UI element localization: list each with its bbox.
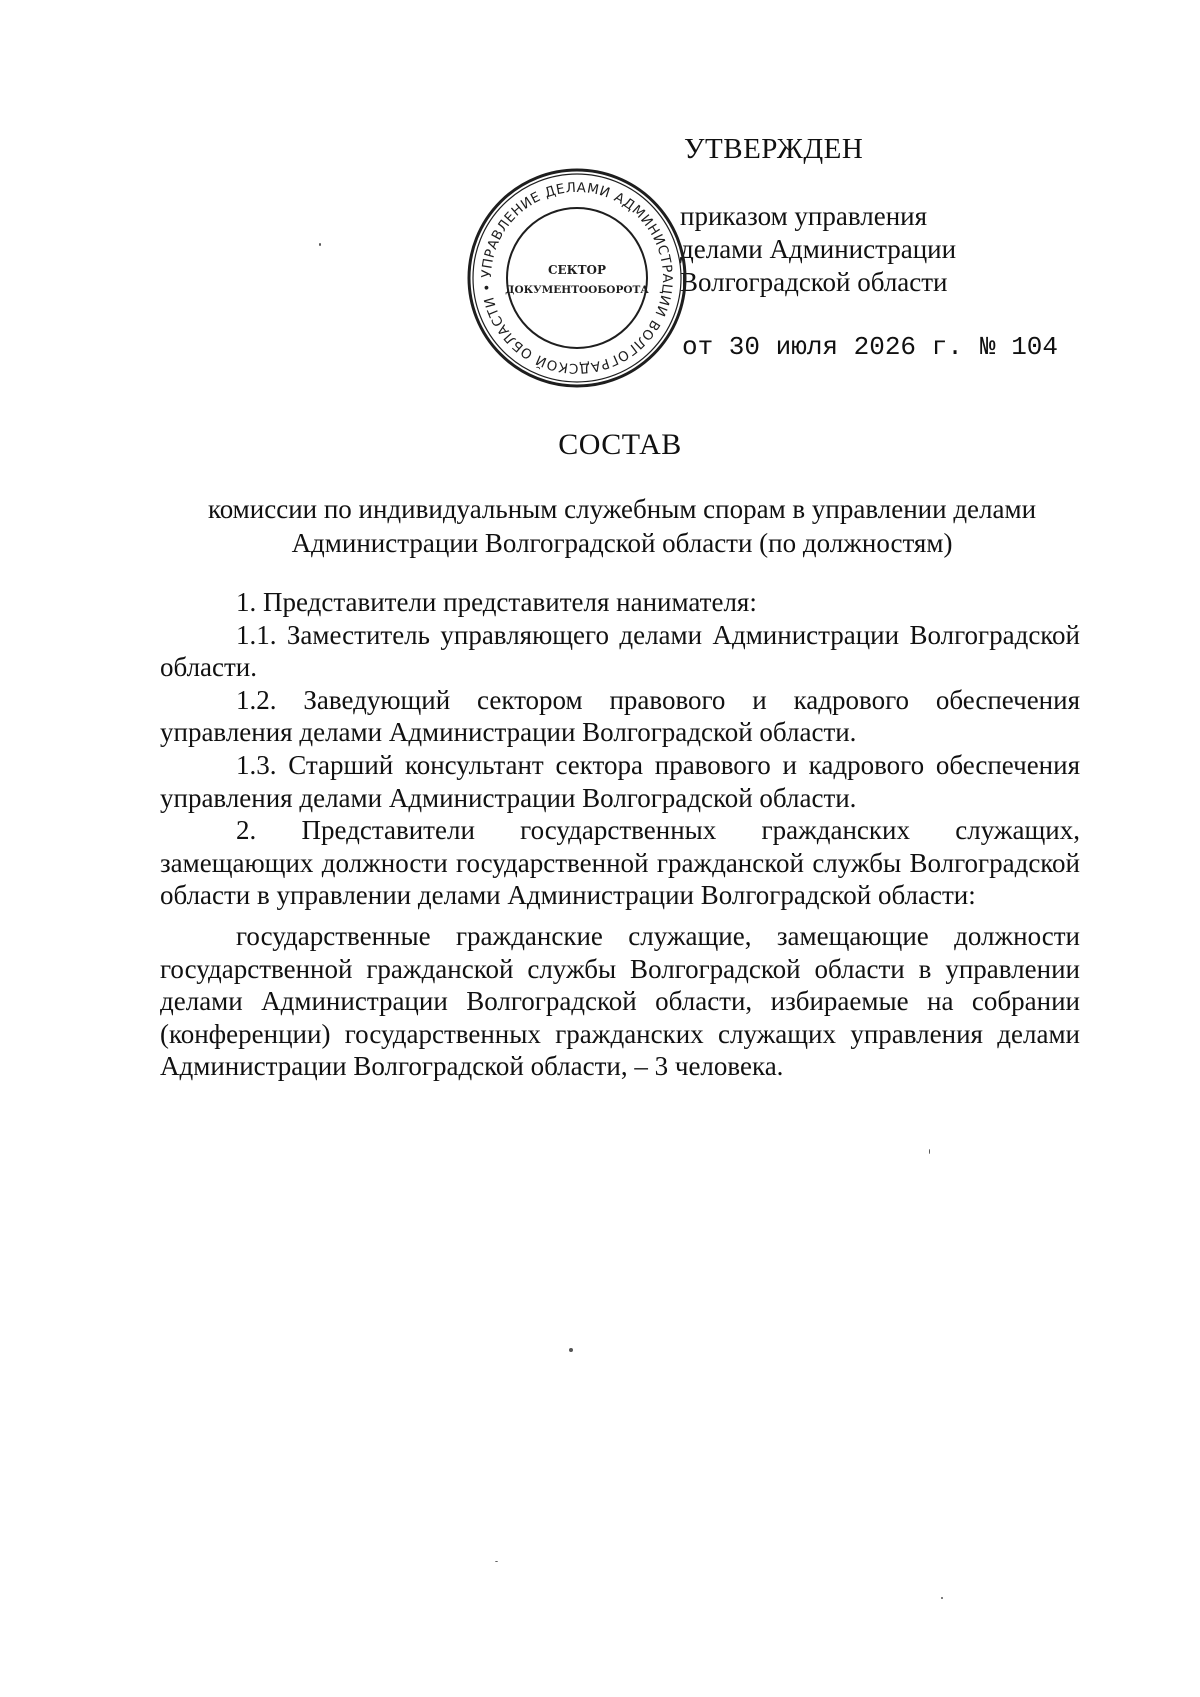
scan-speck [319,243,321,246]
stamp-center-line: ДОКУМЕНТООБОРОТА [505,284,649,296]
official-stamp [462,163,692,393]
body-paragraph: 1. Представители представителя нанимателя: [236,587,757,617]
scan-speck [929,1149,930,1154]
stamp-center-line: СЕКТОР [547,263,607,277]
stamp-ring-text: УПРАВЛЕНИЕ ДЕЛАМИ АДМИНИСТРАЦИИ ВОЛГОГРАДСКОЙ ОБЛАСТИ • [478,179,676,377]
body-paragraph: 1.2. Заведующий сектором правового и кадрового обеспечения управления делами Администрации Волгоградской области. [160,684,1080,748]
body-paragraph: 1.1. Заместитель управляющего делами Администрации Волгоградской области. [160,619,1080,683]
approval-heading: УТВЕРЖДЕН [684,133,864,165]
scan-speck [495,1561,498,1562]
body-paragraph: государственные гражданские служащие, замещающие должности государственной гражданской службы Волгоградской области в управлении делами Администрации Волгоградской области, избираемые на собрании (конференции) государственных гражданских служащих управления делами Администрации Волгоградской области, – 3 человека. [160,920,1080,1082]
document-body [160,586,1080,1083]
approval-number: № 104 [980,332,1059,362]
body-paragraph: 2. Представители государственных гражданских служащих, замещающих должности государственной гражданской службы Волгоградской области в управлении делами Администрации Волгоградской области: [160,815,1080,911]
subtitle-line: комиссии по индивидуальным служебным спорам в управлении делами [207,494,1037,524]
subtitle-line: Администрации Волгоградской области (по должностям) [291,528,953,558]
approval-order-lines [680,200,956,299]
approval-order-line: приказом управления [680,201,928,231]
body-paragraph: 1.3. Старший консультант сектора правового и кадрового обеспечения управления делами Администрации Волгоградской области. [160,749,1080,813]
scan-speck [941,1597,943,1599]
stamp-seal-graphic [462,163,692,393]
approval-date: от 30 июля 2026 г. [682,332,963,362]
document-title: СОСТАВ [558,428,682,461]
approval-order-line: Волгоградской области [680,267,948,297]
document-subtitle [160,492,1084,560]
scan-speck [569,1348,573,1352]
approval-order-line: делами Администрации [680,234,957,264]
